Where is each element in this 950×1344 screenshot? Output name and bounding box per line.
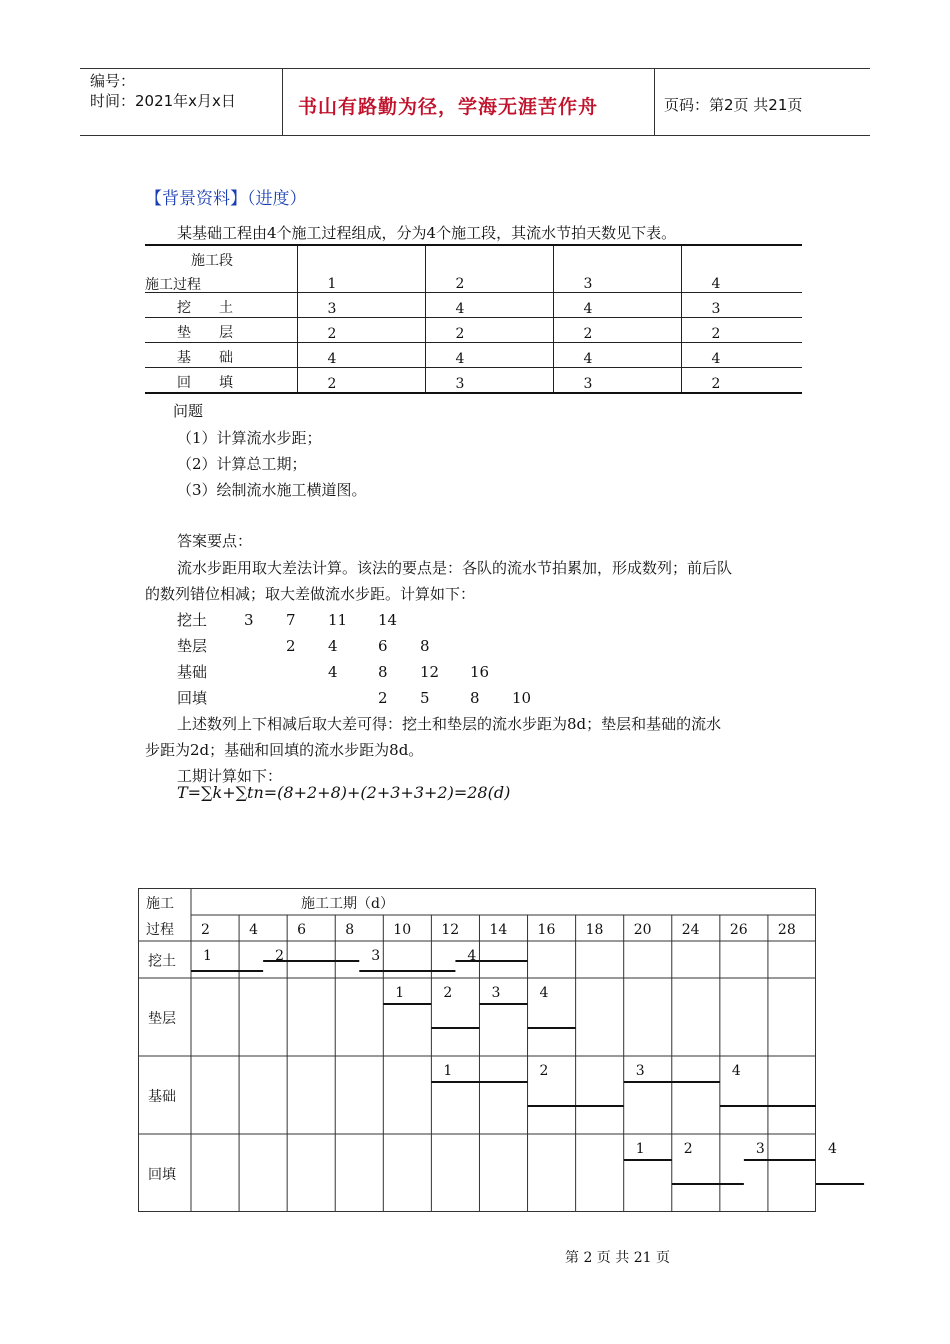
gantt-process-label: 挖土 — [148, 953, 176, 970]
gantt-day-label: 18 — [585, 922, 604, 938]
table-cell: 2 — [681, 318, 802, 343]
gantt-bar-label: 2 — [443, 985, 453, 1001]
gantt-bar-label: 1 — [443, 1063, 453, 1079]
series-value: 10 — [512, 689, 532, 707]
table-cell: 2 — [297, 318, 425, 343]
table-header-row — [145, 245, 802, 293]
series-name: 垫层 — [177, 637, 208, 655]
gantt-bar-label: 3 — [635, 1063, 645, 1079]
header-number-label: 编号： — [90, 72, 136, 90]
header-top-rule — [80, 68, 870, 69]
answer-para1-line2: 的数列错位相减；取大差做流水步距。计算如下： — [145, 585, 476, 603]
gantt-bar-label: 2 — [539, 1063, 549, 1079]
table-cell: 2 — [297, 368, 425, 394]
table-row — [145, 318, 802, 343]
gantt-day-label: 8 — [345, 922, 355, 938]
gantt-border — [139, 889, 816, 1212]
gantt-day-label: 2 — [201, 922, 210, 938]
gantt-process-label: 回填 — [148, 1167, 176, 1183]
answer-title: 答案要点： — [177, 532, 253, 550]
series-value: 8 — [378, 663, 388, 681]
table-corner-cell — [145, 245, 297, 293]
table-cell: 3 — [681, 293, 802, 318]
header-page-label: 页码：第2页 共21页 — [664, 96, 803, 114]
gantt-bar-label: 1 — [635, 1141, 645, 1157]
series-value: 7 — [286, 611, 296, 629]
duration-title: 工期计算如下： — [177, 767, 283, 785]
table-segment-header: 3 — [553, 245, 681, 293]
answer-para1-line1: 流水步距用取大差法计算。该法的要点是：各队的流水节拍累加，形成数列；前后队 — [177, 559, 733, 577]
table-row-name: 回 填 — [145, 368, 297, 394]
table-corner-bottom: 施工过程 — [145, 277, 201, 293]
gantt-bar-label: 4 — [828, 1141, 837, 1157]
question-item: （2）计算总工期； — [177, 455, 307, 473]
rhythm-table — [145, 244, 802, 394]
gantt-bar-label: 3 — [491, 985, 501, 1001]
table-cell: 2 — [425, 318, 553, 343]
series-value: 8 — [470, 689, 480, 707]
gantt-process-label: 垫层 — [148, 1011, 176, 1027]
gantt-corner-bottom: 过程 — [146, 922, 174, 938]
series-value: 5 — [420, 689, 430, 707]
table-cell: 4 — [681, 343, 802, 368]
gantt-day-label: 10 — [393, 922, 412, 938]
series-value: 4 — [328, 637, 338, 655]
table-cell: 2 — [681, 368, 802, 394]
gantt-process-label: 基础 — [148, 1089, 176, 1105]
duration-formula: T=∑k+∑tn=(8+2+8)+(2+3+3+2)=28(d) — [177, 783, 511, 802]
gantt-bar-label: 3 — [371, 948, 381, 964]
table-cell: 3 — [553, 368, 681, 394]
questions-title: 问题 — [173, 402, 204, 420]
table-segment-header: 1 — [297, 245, 425, 293]
table-row — [145, 343, 802, 368]
gantt-bar-label: 1 — [203, 948, 212, 964]
table-segment-header: 4 — [681, 245, 802, 293]
table-cell: 4 — [553, 293, 681, 318]
table-segment-header: 2 — [425, 245, 553, 293]
series-value: 11 — [328, 611, 348, 629]
answer-para2-line1: 上述数列上下相减后取大差可得：挖土和垫层的流水步距为8d；垫层和基础的流水 — [177, 715, 722, 733]
series-value: 14 — [378, 611, 398, 629]
question-item: （1）计算流水步距； — [177, 429, 322, 447]
series-value: 16 — [470, 663, 490, 681]
table-cell: 4 — [425, 293, 553, 318]
gantt-day-label: 26 — [729, 922, 748, 938]
table-row-name: 挖 土 — [145, 293, 297, 318]
series-value: 3 — [244, 611, 254, 629]
series-value: 2 — [286, 637, 296, 655]
table-cell: 2 — [553, 318, 681, 343]
gantt-bar-label: 4 — [467, 948, 477, 964]
header-time-label: 时间：2021年x月x日 — [90, 92, 236, 110]
table-cell: 3 — [297, 293, 425, 318]
series-value: 2 — [378, 689, 388, 707]
gantt-bar-label: 1 — [395, 985, 405, 1001]
table-cell: 4 — [297, 343, 425, 368]
header-divider-right — [654, 68, 655, 136]
gantt-day-label: 4 — [249, 922, 258, 938]
gantt-day-label: 24 — [681, 922, 700, 938]
section-title: 【背景资料】（进度） — [145, 189, 307, 209]
gantt-day-label: 28 — [777, 922, 796, 938]
gantt-day-label: 6 — [297, 922, 307, 938]
table-cell: 3 — [425, 368, 553, 394]
table-row-name: 垫 层 — [145, 318, 297, 343]
header-motto: 书山有路勤为径，学海无涯苦作舟 — [298, 96, 599, 118]
series-name: 挖土 — [177, 611, 208, 629]
table-row-name: 基 础 — [145, 343, 297, 368]
page-footer: 第 2 页 共 21 页 — [565, 1250, 670, 1266]
table-cell: 4 — [553, 343, 681, 368]
gantt-corner-top: 施工 — [146, 896, 174, 912]
gantt-chart — [138, 888, 837, 1212]
table-cell: 4 — [425, 343, 553, 368]
series-name: 回填 — [177, 689, 208, 707]
gantt-bar-label: 2 — [275, 948, 285, 964]
gantt-bar-label: 4 — [539, 985, 549, 1001]
table-corner-top: 施工段 — [191, 253, 233, 269]
series-value: 12 — [420, 663, 440, 681]
gantt-bar-label: 3 — [755, 1141, 765, 1157]
table-row — [145, 293, 802, 318]
series-name: 基础 — [177, 663, 208, 681]
series-value: 6 — [378, 637, 388, 655]
gantt-bar-label: 4 — [731, 1063, 741, 1079]
header-bottom-rule — [80, 135, 870, 136]
gantt-day-label: 12 — [441, 922, 460, 938]
gantt-day-label: 14 — [489, 922, 508, 938]
header-divider-left — [282, 68, 283, 136]
gantt-day-label: 16 — [537, 922, 556, 938]
question-item: （3）绘制流水施工横道图。 — [177, 481, 367, 499]
series-value: 4 — [328, 663, 338, 681]
series-value: 8 — [420, 637, 430, 655]
intro-text: 某基础工程由4个施工过程组成，分为4个施工段，其流水节拍天数见下表。 — [177, 224, 677, 242]
table-row — [145, 368, 802, 394]
answer-para2-line2: 步距为2d；基础和回填的流水步距为8d。 — [145, 741, 424, 759]
gantt-bar-label: 2 — [683, 1141, 693, 1157]
gantt-period-label: 施工工期（d） — [301, 896, 394, 912]
gantt-day-label: 20 — [633, 922, 652, 938]
